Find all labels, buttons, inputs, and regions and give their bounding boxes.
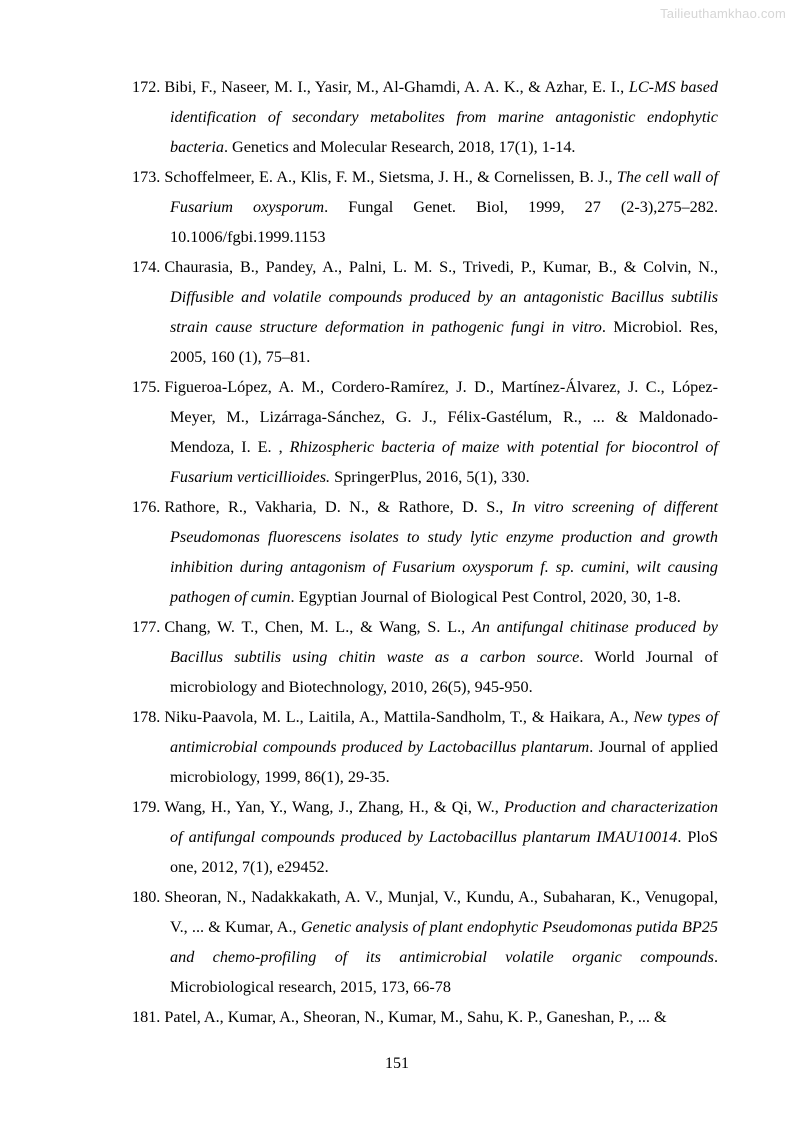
reference-number: 177. [132,618,161,636]
reference-authors: Chaurasia, B., Pandey, A., Palni, L. M. S., Trivedi, P., Kumar, B., & Colvin, N., [164,258,718,276]
page-number: 151 [385,1055,409,1072]
reference-title: New types of antimicrobial compounds produced by Lactobacillus plantarum [170,708,718,756]
reference-authors: Niku-Paavola, M. L., Laitila, A., Mattila-Sandholm, T., & Haikara, A., [164,708,634,726]
reference-item [132,492,718,612]
reference-item [132,882,718,1002]
reference-number: 179. [132,798,161,816]
reference-authors: Schoffelmeer, E. A., Klis, F. M., Sietsma, J. H., & Cornelissen, B. J., [164,168,617,186]
reference-source: . Microbiological research, 2015, 173, 66-78 [170,948,718,996]
reference-title: LC-MS based identification of secondary metabolites from marine antagonistic endophytic bacteria [170,78,718,156]
reference-source: . Journal of applied microbiology, 1999, 86(1), 29-35. [170,738,718,786]
reference-number: 172. [132,78,161,96]
reference-item [132,252,718,372]
reference-item [132,162,718,252]
reference-item [132,72,718,162]
reference-title: Rhizospheric bacteria of maize with potential for biocontrol of Fusarium verticillioides. [170,438,719,486]
reference-number: 173. [132,168,161,186]
reference-list [132,72,718,1032]
reference-authors: Sheoran, N., Nadakkakath, A. V., Munjal, V., Kundu, A., Subaharan, K., Venugopal, V., ... & Kumar, A., [164,888,718,936]
reference-number: 180. [132,888,161,906]
reference-title: An antifungal chitinase produced by Bacillus subtilis using chitin waste as a carbon source [170,618,718,666]
reference-title: Genetic analysis of plant endophytic Pseudomonas putida BP25 and chemo-profiling of its antimicrobial volatile organic compounds [170,918,718,966]
reference-title: In vitro screening of different Pseudomonas fluorescens isolates to study lytic enzyme production and growth inhibition during antagonism of Fusarium oxysporum f. sp. cumini, wilt causing pathogen of cumin [170,498,719,606]
reference-authors: Chang, W. T., Chen, M. L., & Wang, S. L., [164,618,473,636]
reference-number: 175. [132,378,161,396]
reference-source: . PloS one, 2012, 7(1), e29452. [170,828,718,876]
reference-number: 181. [132,1008,161,1026]
reference-item [132,702,718,792]
reference-item [132,792,718,882]
reference-authors: Wang, H., Yan, Y., Wang, J., Zhang, H., & Qi, W., [164,798,505,816]
reference-source: . World Journal of microbiology and Biotechnology, 2010, 26(5), 945-950. [170,648,719,696]
reference-number: 176. [132,498,161,516]
reference-authors: Figueroa-López, A. M., Cordero-Ramírez, J. D., Martínez-Álvarez, J. C., López-Meyer, M., Lizárraga-Sánchez, G. J., Félix-Gastélum, R., ... & Maldonado-Mendoza, I. E. , [164,378,718,456]
reference-title: Diffusible and volatile compounds produced by an antagonistic Bacillus subtilis strain cause structure deformation in pathogenic fungi in vitro [170,288,718,336]
reference-item [132,372,718,492]
reference-source: SpringerPlus, 2016, 5(1), 330. [330,468,530,486]
reference-source: . Egyptian Journal of Biological Pest Control, 2020, 30, 1-8. [290,588,681,606]
reference-authors: Patel, A., Kumar, A., Sheoran, N., Kumar, M., Sahu, K. P., Ganeshan, P., ... & [164,1008,667,1026]
reference-item [132,612,718,702]
reference-title: The cell wall of Fusarium oxysporum [170,168,718,216]
reference-source: . Genetics and Molecular Research, 2018, 17(1), 1-14. [223,138,576,156]
reference-source: . Fungal Genet. Biol, 1999, 27 (2-3),275–282. 10.1006/fgbi.1999.1153 [170,198,718,246]
reference-title: Production and characterization of antifungal compounds produced by Lactobacillus plantarum IMAU10014 [170,798,718,846]
reference-number: 174. [132,258,161,276]
reference-number: 178. [132,708,161,726]
reference-authors: Rathore, R., Vakharia, D. N., & Rathore, D. S., [164,498,512,516]
reference-authors: Bibi, F., Naseer, M. I., Yasir, M., Al-Ghamdi, A. A. K., & Azhar, E. I., [164,78,629,96]
reference-item [132,1002,718,1032]
watermark: Tailieuthamkhao.com [660,6,786,21]
reference-source: . Microbiol. Res, 2005, 160 (1), 75–81. [170,318,718,366]
